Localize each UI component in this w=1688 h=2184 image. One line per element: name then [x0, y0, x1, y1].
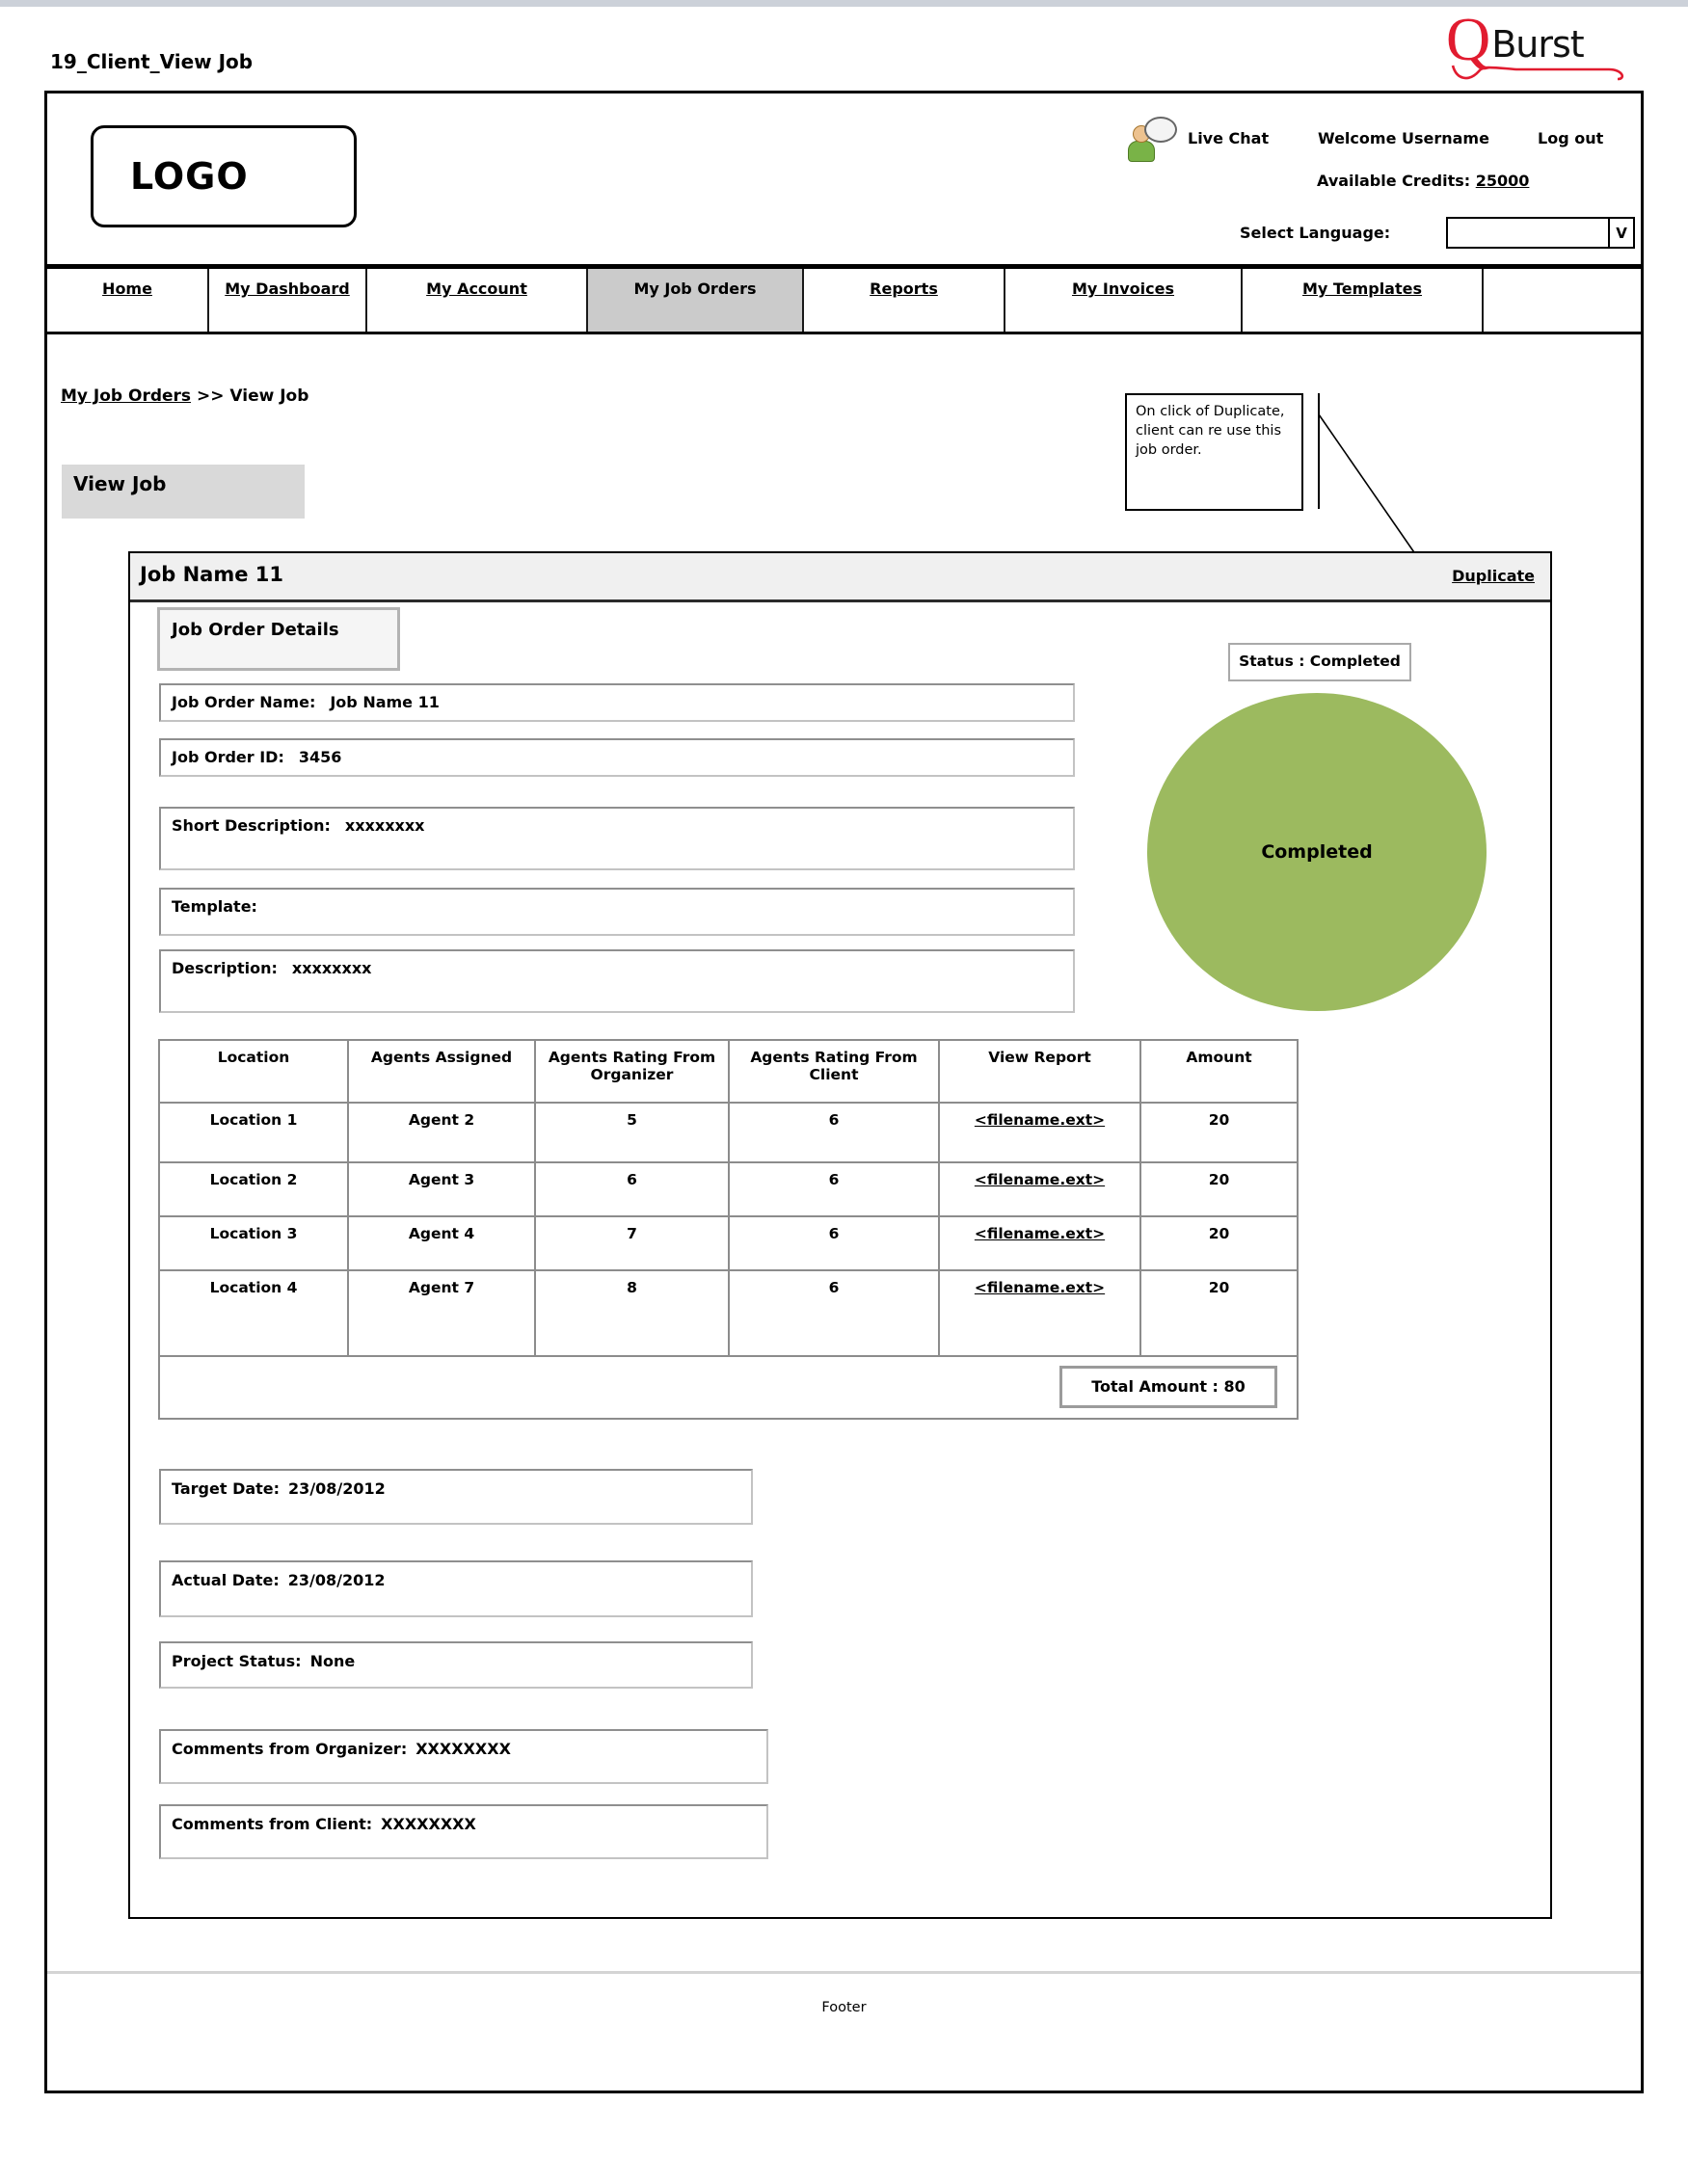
field-project-status: Project Status: None — [159, 1641, 753, 1689]
field-description: Description: xxxxxxxx — [159, 949, 1075, 1013]
table-cell: 8 — [535, 1270, 729, 1356]
table-header-cell: View Report — [939, 1040, 1140, 1103]
table-cell: 20 — [1140, 1216, 1298, 1270]
breadcrumb — [61, 386, 308, 406]
table-header-cell: Agents Assigned — [348, 1040, 535, 1103]
field-template: Template: — [159, 888, 1075, 936]
main-nav — [47, 264, 1641, 334]
table-cell: 5 — [535, 1103, 729, 1162]
main-container — [44, 91, 1644, 2093]
live-chat-speech-bubble — [1144, 117, 1177, 143]
table-cell: 20 — [1140, 1270, 1298, 1356]
table-row — [159, 1270, 1298, 1356]
site-logo-placeholder — [91, 125, 357, 227]
document-title: 19_Client_View Job — [50, 50, 254, 73]
view-report-link[interactable]: <filename.ext> — [974, 1171, 1106, 1188]
view-report-link[interactable]: <filename.ext> — [974, 1111, 1106, 1129]
table-cell — [939, 1103, 1140, 1162]
live-chat-person-body — [1128, 141, 1155, 162]
view-report-link[interactable]: <filename.ext> — [974, 1279, 1106, 1296]
qburst-swoosh — [1449, 64, 1648, 87]
nav-tab-my-account[interactable]: My Account — [367, 269, 588, 332]
language-dropdown-value — [1448, 219, 1608, 247]
table-cell: Agent 3 — [348, 1162, 535, 1216]
table-row — [159, 1162, 1298, 1216]
nav-tab-reports[interactable]: Reports — [804, 269, 1005, 332]
breadcrumb-link-my-job-orders[interactable]: My Job Orders — [61, 386, 192, 406]
nav-tab-home[interactable]: Home — [47, 269, 209, 332]
site-logo-text: LOGO — [130, 155, 249, 198]
table-cell — [939, 1270, 1140, 1356]
field-short-description: Short Description: xxxxxxxx — [159, 807, 1075, 870]
field-job-order-id: Job Order ID: 3456 — [159, 738, 1075, 777]
table-cell: Agent 2 — [348, 1103, 535, 1162]
field-job-order-name: Job Order Name: Job Name 11 — [159, 683, 1075, 722]
table-cell: 6 — [729, 1270, 939, 1356]
table-row — [159, 1103, 1298, 1162]
dropdown-arrow-icon[interactable]: V — [1608, 219, 1633, 247]
nav-tab-my-job-orders[interactable]: My Job Orders — [588, 269, 804, 332]
job-panel-header — [130, 553, 1550, 602]
breadcrumb-separator: >> — [196, 386, 225, 406]
table-cell: Location 4 — [159, 1270, 348, 1356]
qburst-logo-q: Q — [1446, 5, 1491, 73]
view-report-link[interactable]: <filename.ext> — [974, 1225, 1106, 1242]
logout-link[interactable]: Log out — [1538, 129, 1604, 147]
available-credits-value[interactable]: 25000 — [1475, 172, 1530, 190]
table-header-cell: Agents Rating From Organizer — [535, 1040, 729, 1103]
field-actual-date: Actual Date: 23/08/2012 — [159, 1560, 753, 1617]
page-title: View Job — [62, 465, 305, 519]
status-badge: Status : Completed — [1228, 643, 1411, 681]
table-cell: Location 2 — [159, 1162, 348, 1216]
duplicate-link[interactable]: Duplicate — [1452, 567, 1535, 585]
table-cell: Location 1 — [159, 1103, 348, 1162]
welcome-username-text: Welcome Username — [1318, 129, 1489, 147]
footer-divider — [47, 1971, 1641, 1974]
table-cell: Agent 7 — [348, 1270, 535, 1356]
job-order-details-label: Job Order Details — [157, 607, 400, 671]
status-circle-label: Completed — [1261, 841, 1373, 863]
nav-tab-my-invoices[interactable]: My Invoices — [1005, 269, 1243, 332]
table-header-cell: Agents Rating From Client — [729, 1040, 939, 1103]
language-dropdown[interactable] — [1446, 217, 1635, 249]
table-header-row — [159, 1040, 1298, 1103]
footer-text: Footer — [821, 2000, 867, 2015]
field-target-date: Target Date: 23/08/2012 — [159, 1469, 753, 1525]
field-comments-organizer: Comments from Organizer: XXXXXXXX — [159, 1729, 768, 1784]
table-cell: 6 — [729, 1216, 939, 1270]
breadcrumb-current: View Job — [229, 386, 309, 406]
table-cell: Agent 4 — [348, 1216, 535, 1270]
live-chat-label[interactable]: Live Chat — [1188, 129, 1270, 147]
available-credits-label: Available Credits: — [1317, 172, 1471, 190]
table-cell: 7 — [535, 1216, 729, 1270]
table-row — [159, 1216, 1298, 1270]
status-circle — [1147, 693, 1487, 1011]
table-cell — [939, 1162, 1140, 1216]
annotation-note: On click of Duplicate, client can re use this job order. — [1125, 393, 1303, 511]
table-cell: 6 — [729, 1103, 939, 1162]
nav-spacer — [1484, 269, 1641, 332]
available-credits — [1317, 172, 1529, 190]
nav-tab-my-templates[interactable]: My Templates — [1243, 269, 1484, 332]
table-header-cell: Location — [159, 1040, 348, 1103]
top-strip — [0, 0, 1688, 7]
table-cell: 20 — [1140, 1103, 1298, 1162]
qburst-logo-text: Burst — [1491, 23, 1584, 66]
nav-tab-my-dashboard[interactable]: My Dashboard — [209, 269, 367, 332]
agents-table — [158, 1039, 1299, 1420]
field-comments-client: Comments from Client: XXXXXXXX — [159, 1804, 768, 1859]
total-amount-box: Total Amount : 80 — [1059, 1366, 1277, 1408]
table-cell — [939, 1216, 1140, 1270]
table-cell: Location 3 — [159, 1216, 348, 1270]
table-cell: 6 — [535, 1162, 729, 1216]
job-name-title: Job Name 11 — [140, 563, 283, 586]
select-language-label: Select Language: — [1240, 224, 1391, 242]
table-header-cell: Amount — [1140, 1040, 1298, 1103]
job-panel — [128, 551, 1552, 1919]
table-cell: 20 — [1140, 1162, 1298, 1216]
table-cell: 6 — [729, 1162, 939, 1216]
table-footer-row — [159, 1356, 1298, 1419]
live-chat-icon[interactable] — [1125, 117, 1175, 165]
